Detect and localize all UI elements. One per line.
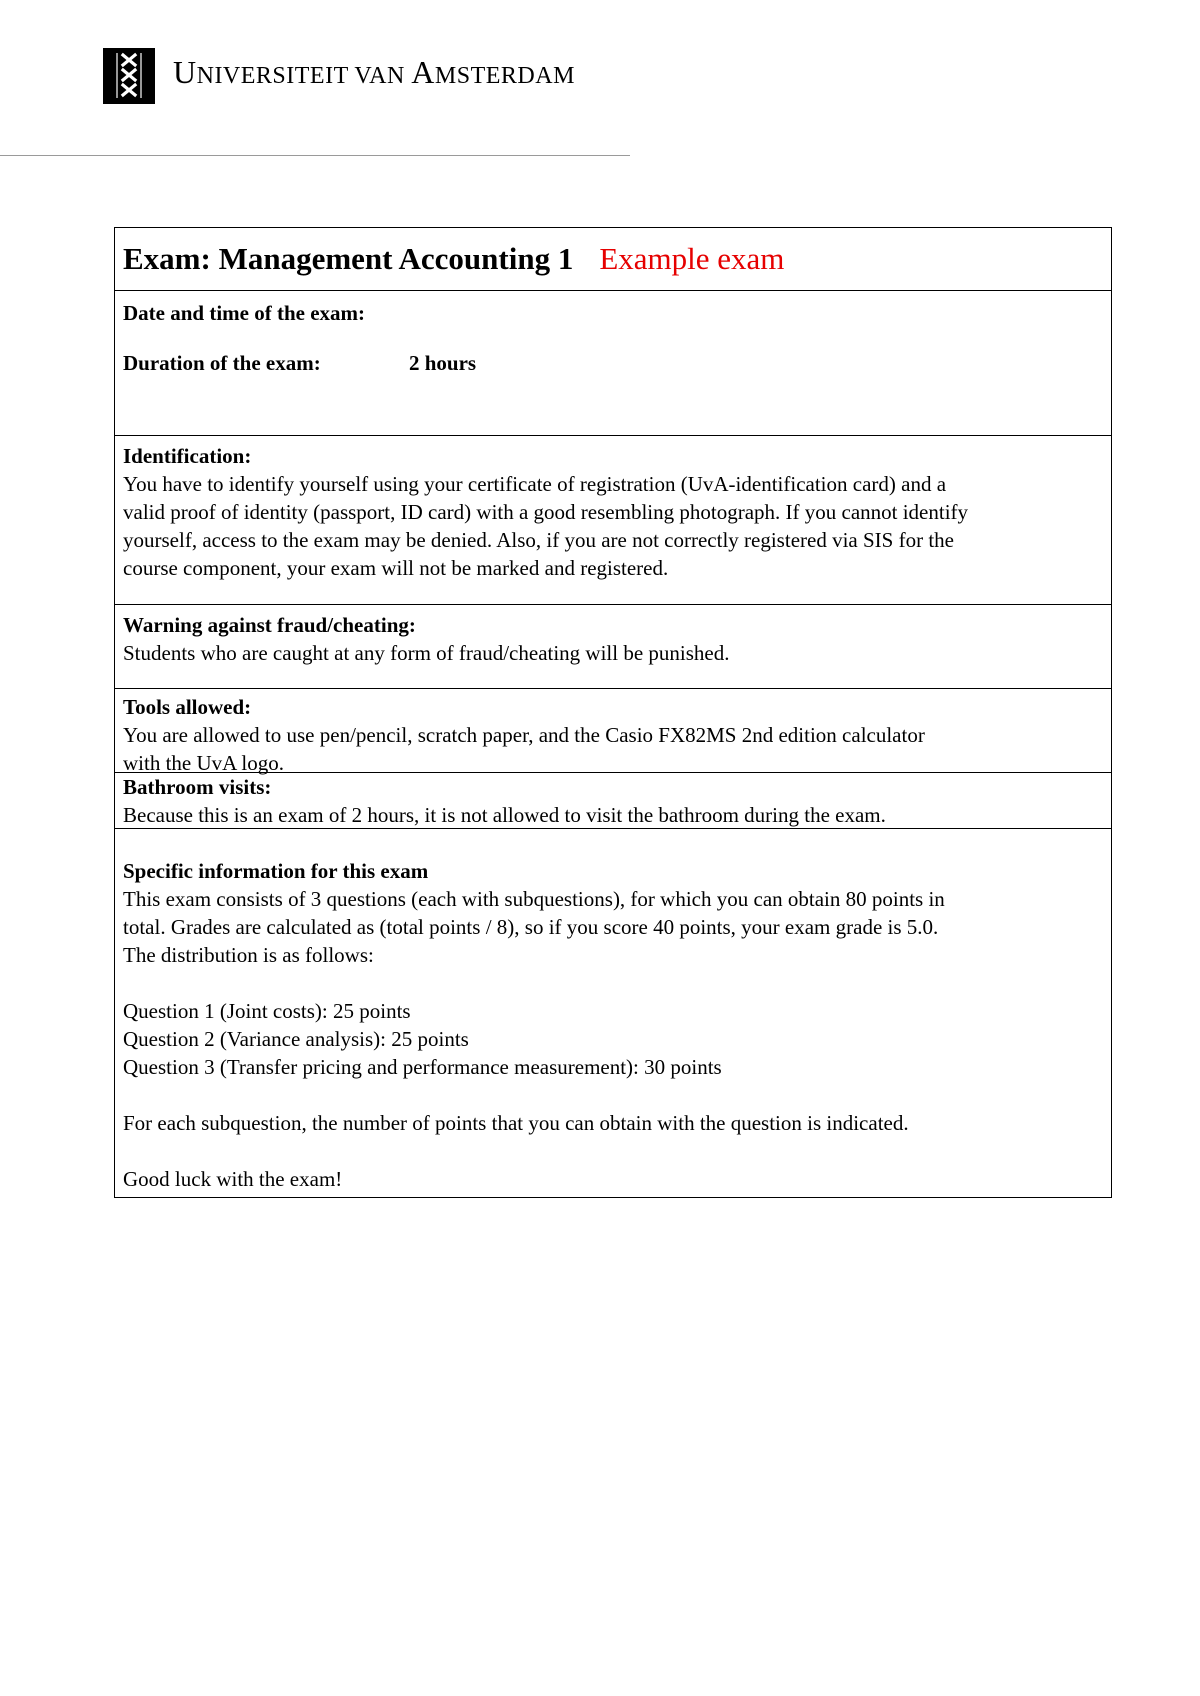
tools-heading: Tools allowed: [123,695,252,719]
specific-line: total. Grades are calculated as (total points / 8), so if you score 40 points, your exam grade is 5.0. [123,915,939,939]
fraud-heading: Warning against fraud/cheating: [123,613,416,637]
duration-label: Duration of the exam: [123,351,321,375]
exam-schedule-cell [115,290,1111,435]
tools-allowed-cell [115,688,1111,775]
specific-line: This exam consists of 3 questions (each with subquestions), for which you can obtain 80 points in [123,887,945,911]
identification-line: valid proof of identity (passport, ID card) with a good resembling photograph. If you cannot identify [123,500,969,524]
spacer [123,1081,1103,1109]
bathroom-text: Because this is an exam of 2 hours, it is not allowed to visit the bathroom during the exam. [123,803,886,827]
specific-heading: Specific information for this exam [123,859,429,883]
question-item: Question 2 (Variance analysis): 25 points [123,1027,469,1051]
duration-row [123,349,1103,377]
header-divider [0,155,630,156]
bathroom-heading: Bathroom visits: [123,775,272,799]
identification-heading: Identification: [123,444,252,468]
identification-line: You have to identify yourself using your certificate of registration (UvA-identification card) and a [123,472,947,496]
exam-subtitle: Example exam [599,241,785,276]
fraud-warning-cell [115,604,1111,688]
uva-emblem-icon [103,48,155,104]
identification-cell [115,435,1111,604]
bathroom-visits-cell [115,772,1111,828]
duration-value: 2 hours [409,351,477,375]
question-item: Question 1 (Joint costs): 25 points [123,999,411,1023]
subquestion-note: For each subquestion, the number of points that you can obtain with the question is indicated. [123,1111,909,1135]
date-label: Date and time of the exam: [123,301,366,325]
exam-title-cell [115,228,1111,290]
exam-title: Exam: Management Accounting 1 [123,241,574,276]
tools-line: with the UvA logo. [123,751,284,775]
spacer [123,969,1103,997]
tools-line: You are allowed to use pen/pencil, scratch paper, and the Casio FX82MS 2nd edition calculator [123,723,925,747]
fraud-text: Students who are caught at any form of fraud/cheating will be punished. [123,641,730,665]
university-logo [103,48,575,104]
identification-line: course component, your exam will not be marked and registered. [123,556,669,580]
specific-info-cell [115,828,1111,1197]
closing-text: Good luck with the exam! [123,1167,343,1191]
identification-line: yourself, access to the exam may be denied. Also, if you are not correctly registered via SIS for the [123,528,954,552]
date-row [123,299,1103,327]
university-name: UNIVERSITEIT VAN AMSTERDAM [173,53,575,90]
specific-line: The distribution is as follows: [123,943,374,967]
spacer [123,1137,1103,1165]
question-item: Question 3 (Transfer pricing and performance measurement): 30 points [123,1055,722,1079]
exam-info-table [114,227,1112,1198]
